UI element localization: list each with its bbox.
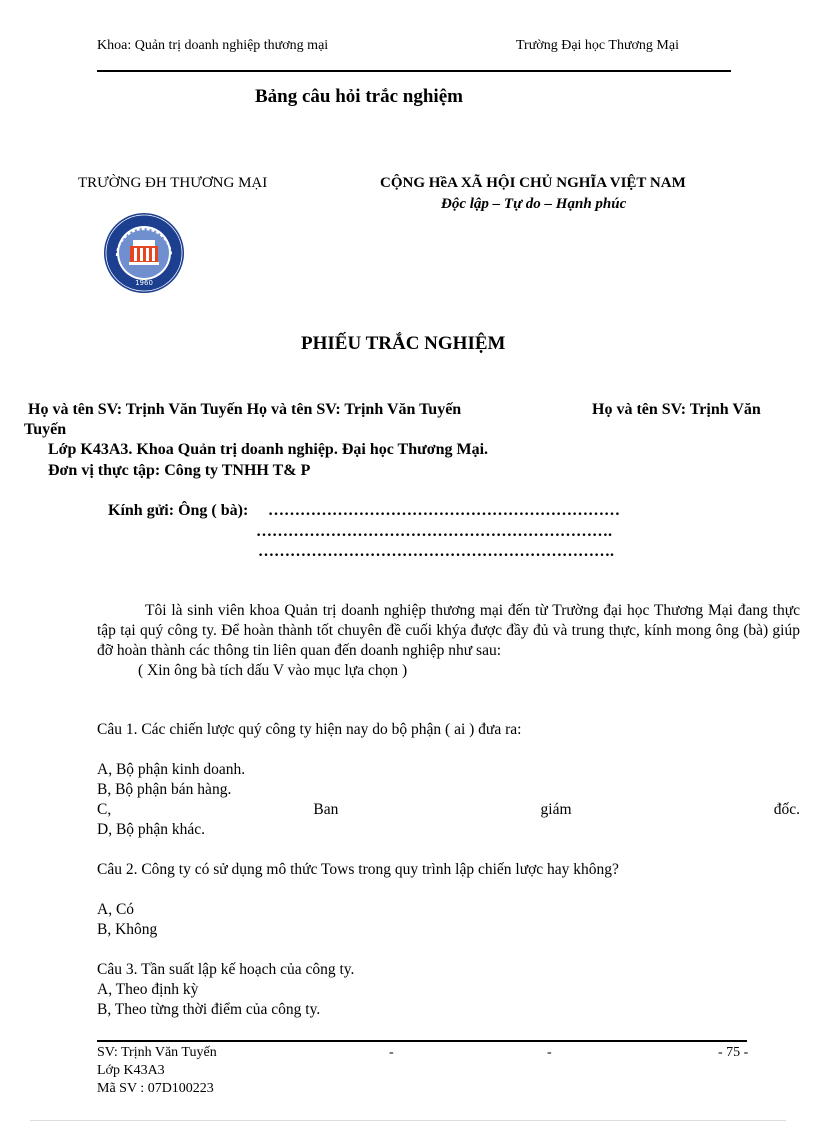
option-c-word-3: giám xyxy=(540,801,572,818)
question-1: Câu 1. Các chiến lược quý công ty hiện nay do bộ phận ( ai ) đưa ra: xyxy=(97,721,522,738)
option-c-word-1: C, xyxy=(97,801,112,818)
student-name-line-continued: Họ và tên SV: Trịnh Văn xyxy=(592,401,761,418)
doc-title: Bảng câu hỏi trắc nghiệm xyxy=(255,86,463,107)
class-line: Lớp K43A3. Khoa Quản trị doanh nghiệp. Đại học Thương Mại. xyxy=(48,441,489,458)
question-1-option-b[interactable]: B, Bộ phận bán hàng. xyxy=(97,781,232,798)
question-2-option-b[interactable]: B, Không xyxy=(97,921,158,938)
footer-page-number: - 75 - xyxy=(718,1045,749,1060)
greeting-blank-2: …………………………………………………………. xyxy=(256,523,612,540)
institution-name: TRƯỜNG ĐH THƯƠNG MẠI xyxy=(78,175,268,191)
student-name-wrap: Tuyến xyxy=(24,421,67,438)
national-motto: Độc lập – Tự do – Hạnh phúc xyxy=(441,196,627,212)
footer-student-name: SV: Trịnh Văn Tuyến xyxy=(97,1045,217,1060)
question-2-option-a[interactable]: A, Có xyxy=(97,901,135,918)
footer-student-id: Mã SV : 07D100223 xyxy=(97,1081,214,1096)
footer-rule xyxy=(97,1040,747,1042)
question-1-option-d[interactable]: D, Bộ phận khác. xyxy=(97,821,206,838)
national-title: CỘNG HềA XÃ HỘI CHỦ NGHĨA VIỆT NAM xyxy=(380,175,686,191)
option-c-word-2: Ban xyxy=(313,801,339,818)
internship-unit: Đơn vị thực tập: Công ty TNHH T& P xyxy=(48,462,311,479)
greeting-label: Kính gửi: Ông ( bà): xyxy=(108,502,249,519)
footer-dash-2: - xyxy=(547,1045,552,1060)
greeting-blank-3: …………………………………………………………. xyxy=(258,543,614,560)
question-2: Câu 2. Công ty có sử dụng mô thức Tows trong quy trình lập chiến lược hay không? xyxy=(97,861,619,878)
question-3-option-a[interactable]: A, Theo định kỳ xyxy=(97,981,199,998)
footer-dash-1: - xyxy=(389,1045,394,1060)
intro-paragraph: Tôi là sinh viên khoa Quản trị doanh nghiệp thương mại đến từ Trường đại học Thương Mại đang thực tập tại quý công ty. Để hoàn thành tốt chuyên đề cuối khýa được đầy đủ và trung thực, kính mong ông (bà) giúp đỡ hoàn thành các thông tin liên quan đến doanh nghiệp như sau: xyxy=(97,602,800,659)
student-name-line: Họ và tên SV: Trịnh Văn Tuyến Họ và tên SV: Trịnh Văn Tuyến xyxy=(28,401,462,418)
university-seal-logo xyxy=(103,212,185,294)
question-3-option-b[interactable]: B, Theo từng thời điểm của công ty. xyxy=(97,1001,321,1018)
option-c-word-4: đốc. xyxy=(773,801,800,818)
question-1-option-a[interactable]: A, Bộ phận kinh doanh. xyxy=(97,761,246,778)
header-university: Trường Đại học Thương Mại xyxy=(516,38,679,53)
greeting-blank-1: ………………………………………………………… xyxy=(268,502,620,519)
header-rule xyxy=(97,70,731,72)
instruction-note: ( Xin ông bà tích dấu V vào mục lựa chọn ) xyxy=(138,662,408,679)
question-1-option-c[interactable] xyxy=(97,801,800,819)
footer-class: Lớp K43A3 xyxy=(97,1063,165,1078)
page-bottom-edge xyxy=(30,1120,786,1121)
seal-year: 1960 xyxy=(135,279,153,287)
header-faculty: Khoa: Quản trị doanh nghiệp thương mại xyxy=(97,38,329,53)
form-title: PHIẾU TRẮC NGHIỆM xyxy=(301,333,506,354)
question-3: Câu 3. Tần suất lập kế hoạch của công ty. xyxy=(97,961,355,978)
